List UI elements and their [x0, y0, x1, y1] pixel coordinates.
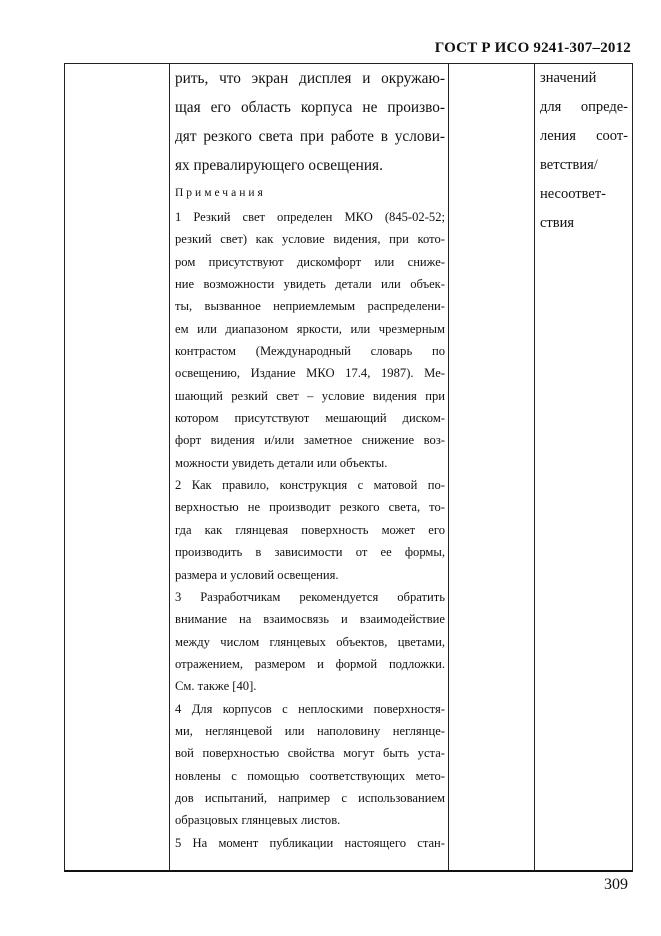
note-line: ем или диапазоном яркости, или чрезмерным: [175, 321, 445, 336]
note-line: 5 На момент публикации настоящего стан-: [175, 835, 445, 850]
note-line: 2 Как правило, конструкция с матовой по-: [175, 478, 445, 493]
document-header: ГОСТ Р ИСО 9241-307–2012: [434, 40, 631, 56]
note-line: контрастом (Международный словарь по: [175, 344, 445, 359]
column-divider: [169, 64, 170, 870]
note-line: См. также [40].: [175, 679, 257, 694]
note-line: производить в зависимости от ее формы,: [175, 545, 445, 560]
note-line: внимание на взаимосвязь и взаимодействие: [175, 612, 445, 627]
compliance-line: ления соот-: [540, 128, 628, 144]
note-line: между числом глянцевых объектов, цветами,: [175, 634, 445, 649]
note-line: форт видения и/или заметное снижение воз-: [175, 433, 445, 448]
note-line: 4 Для корпусов с неплоскими поверхностя-: [175, 701, 445, 716]
note-line: вой поверхностью свойства могут быть уста-: [175, 746, 445, 761]
page-number: 309: [604, 876, 628, 893]
note-line: резкий свет) как условие видения, при кото-: [175, 232, 445, 247]
notes-title: Примечания: [175, 187, 266, 199]
note-line: дов испытаний, например с использованием: [175, 790, 445, 805]
note-line: ты, вызванное неприемлемым распределени-: [175, 299, 445, 314]
column-divider: [534, 64, 535, 870]
requirement-line: рить, что экран дисплея и окружаю-: [175, 70, 445, 87]
note-line: размера и условий освещения.: [175, 567, 339, 582]
note-line: ром присутствуют дискомфорт или сниже-: [175, 254, 445, 269]
note-line: освещению, Издание МКО 17.4, 1987). Ме-: [175, 366, 445, 381]
note-line: шающий резкий свет – условие видения при: [175, 388, 445, 403]
note-line: 3 Разработчикам рекомендуется обратить: [175, 589, 445, 604]
requirement-line: дят резкого света при работе в услови-: [175, 128, 445, 145]
compliance-line: для опреде-: [540, 99, 628, 115]
note-line: новлены с помощью соответствующих мето-: [175, 768, 445, 783]
note-line: ние возможности увидеть детали или объек-: [175, 277, 445, 292]
note-line: 1 Резкий свет определен МКО (845-02-52;: [175, 210, 445, 224]
requirement-line: щая его область корпуса не произво-: [175, 99, 445, 116]
compliance-line: ствия: [540, 215, 575, 231]
requirement-cell: [175, 64, 445, 854]
compliance-line: ветствия/: [540, 157, 598, 173]
compliance-line: значений: [540, 70, 597, 86]
note-line: образцовых глянцевых листов.: [175, 813, 341, 828]
note-line: ми, неглянцевой или наполовину неглянце-: [175, 723, 445, 738]
requirement-line: ях превалирующего освещения.: [175, 157, 383, 174]
note-line: гда как глянцевая поверхность может его: [175, 522, 445, 537]
compliance-line: несоответ-: [540, 186, 607, 202]
note-line: отражением, размером и формой подложки.: [175, 656, 445, 671]
note-line: котором присутствуют мешающий диском-: [175, 411, 445, 426]
requirements-table: [64, 63, 633, 872]
compliance-cell: [540, 64, 628, 238]
note-line: верхностью не производит резкого света, то-: [175, 500, 445, 515]
note-line: можности увидеть детали или объекты.: [175, 455, 388, 470]
column-divider: [448, 64, 449, 870]
